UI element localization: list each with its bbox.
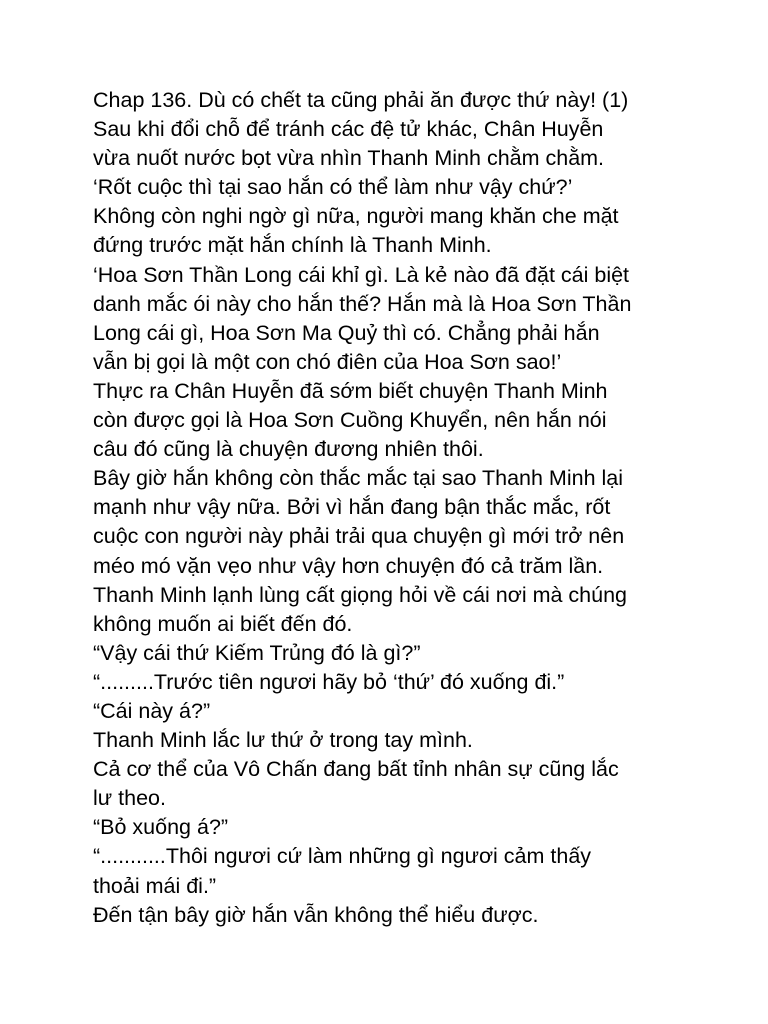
text-line: đứng trước mặt hắn chính là Thanh Minh. [93, 233, 492, 258]
text-line: “...........Thôi ngươi cứ làm những gì ngươi cảm thấy [93, 844, 592, 869]
text-line: cuộc con người này phải trải qua chuyện gì mới trở nên [93, 524, 625, 549]
document-body [93, 86, 693, 930]
text-line: Sau khi đổi chỗ để tránh các đệ tử khác, Chân Huyễn [93, 117, 604, 142]
text-line: “Vậy cái thứ Kiếm Trủng đó là gì?” [93, 640, 421, 665]
text-line: Thanh Minh lạnh lùng cất giọng hỏi về cái nơi mà chúng [93, 582, 628, 607]
text-line: “Bỏ xuống á?” [93, 815, 229, 840]
text-line: danh mắc ói này cho hắn thế? Hắn mà là Hoa Sơn Thần [93, 291, 632, 316]
text-line: mạnh như vậy nữa. Bởi vì hắn đang bận thắc mắc, rốt [93, 495, 611, 520]
text-line: ‘Hoa Sơn Thần Long cái khỉ gì. Là kẻ nào đã đặt cái biệt [93, 262, 630, 287]
text-line: “Cái này á?” [93, 698, 211, 723]
text-line: vẫn bị gọi là một con chó điên của Hoa Sơn sao!’ [93, 349, 562, 374]
text-line: Không còn nghi ngờ gì nữa, người mang khăn che mặt [93, 204, 619, 229]
text-line: Đến tận bây giờ hắn vẫn không thể hiểu được. [93, 902, 539, 927]
text-line: Bây giờ hắn không còn thắc mắc tại sao Thanh Minh lại [93, 466, 624, 491]
text-line: vừa nuốt nước bọt vừa nhìn Thanh Minh chằm chằm. [93, 146, 605, 171]
text-line: câu đó cũng là chuyện đương nhiên thôi. [93, 437, 484, 462]
text-line: ‘Rốt cuộc thì tại sao hắn có thể làm như vậy chứ?’ [93, 175, 573, 200]
text-line: không muốn ai biết đến đó. [93, 611, 353, 636]
text-line: lư theo. [93, 786, 166, 811]
text-line: còn được gọi là Hoa Sơn Cuồng Khuyển, nên hắn nói [93, 408, 607, 433]
text-line: Long cái gì, Hoa Sơn Ma Quỷ thì có. Chẳng phải hắn [93, 320, 600, 345]
text-line: thoải mái đi.” [93, 873, 217, 898]
text-line: Thực ra Chân Huyễn đã sớm biết chuyện Thanh Minh [93, 378, 608, 403]
text-line: Cả cơ thể của Vô Chấn đang bất tỉnh nhân sự cũng lắc [93, 757, 619, 782]
text-line: méo mó vặn vẹo như vậy hơn chuyện đó cả trăm lần. [93, 553, 604, 578]
text-line: Chap 136. Dù có chết ta cũng phải ăn được thứ này! (1) [93, 88, 629, 112]
text-line: Thanh Minh lắc lư thứ ở trong tay mình. [93, 728, 473, 753]
text-line: “.........Trước tiên ngươi hãy bỏ ‘thứ’ đó xuống đi.” [93, 669, 565, 694]
